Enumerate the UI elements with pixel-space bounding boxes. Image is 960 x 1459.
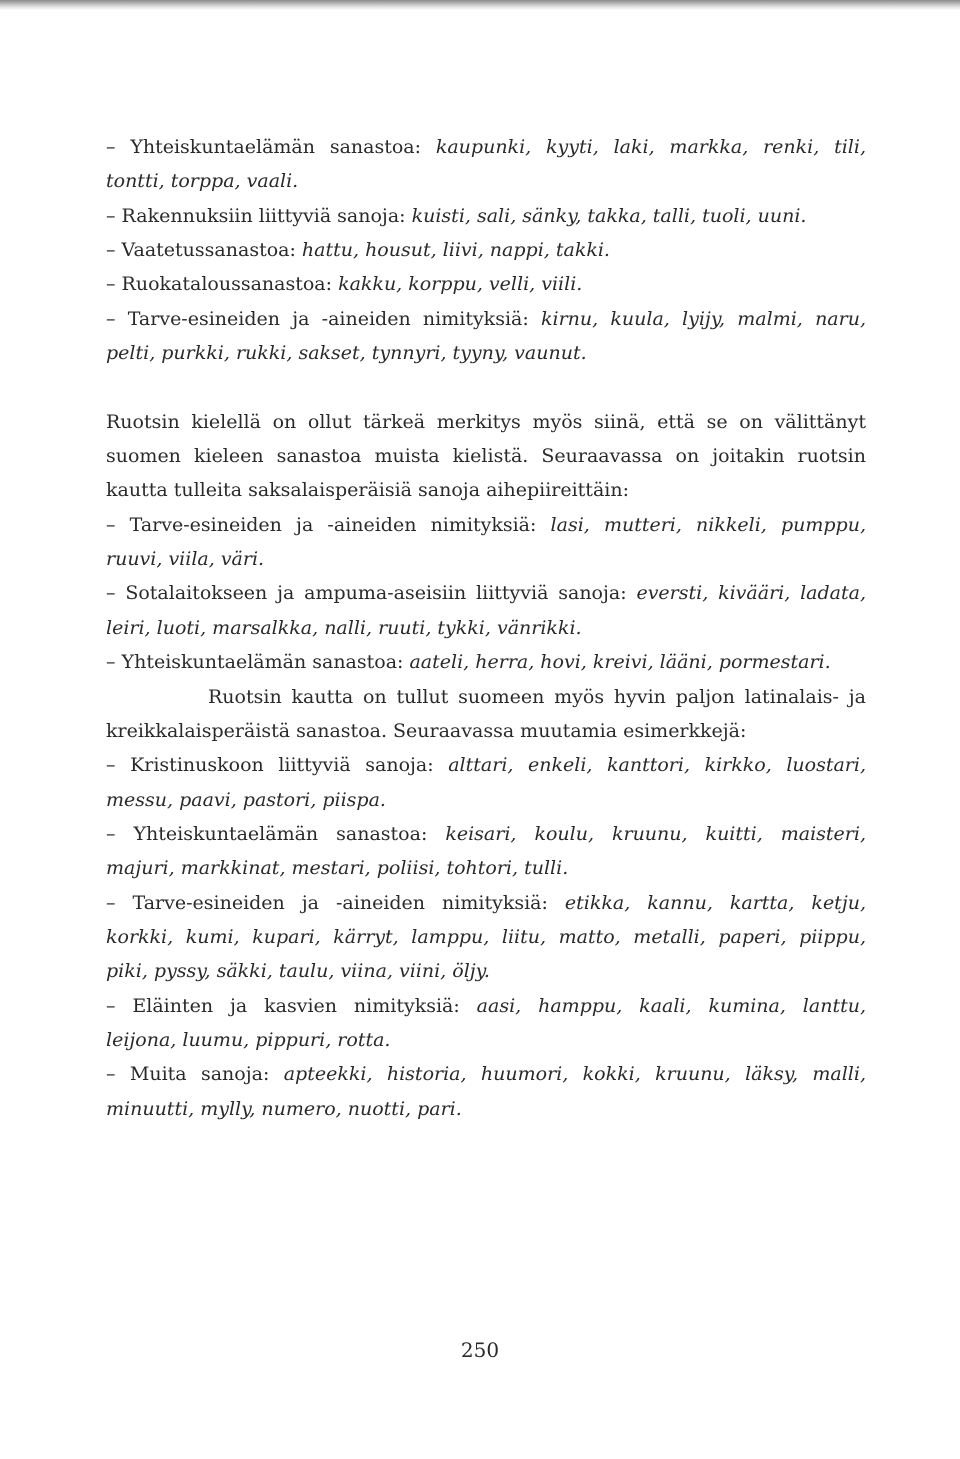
category-label: – Ruokataloussanastoa: bbox=[106, 273, 339, 296]
text-line bbox=[106, 714, 866, 748]
text-line bbox=[106, 439, 866, 473]
category-label: – Rakennuksiin liittyviä sanoja: bbox=[106, 204, 412, 227]
text-line bbox=[106, 680, 866, 714]
text-line bbox=[106, 611, 866, 645]
example-words: hattu, housut, liivi, nappi, takki. bbox=[301, 239, 610, 262]
text-line bbox=[106, 989, 866, 1023]
example-words: kuisti, sali, sänky, takka, talli, tuoli, uuni. bbox=[411, 204, 807, 227]
text-line bbox=[106, 783, 866, 817]
text-line bbox=[106, 473, 866, 507]
category-label: – Yhteiskuntaelämän sanastoa: bbox=[106, 651, 410, 674]
category-label: – Tarve-esineiden ja -aineiden nimityksiä: bbox=[106, 891, 565, 914]
text-line bbox=[106, 130, 866, 164]
category-label: Ruotsin kielellä on ollut tärkeä merkitys myös siinä, että se on välittänyt bbox=[106, 410, 866, 433]
category-label: Ruotsin kautta on tullut suomeen myös hyvin paljon latinalais- ja bbox=[208, 685, 866, 708]
category-label: – Tarve-esineiden ja -aineiden nimityksiä: bbox=[106, 513, 551, 536]
text-line bbox=[106, 164, 866, 198]
text-line bbox=[106, 199, 866, 233]
category-label: kautta tulleita saksalaisperäisiä sanoja aihepiireittäin: bbox=[106, 479, 629, 502]
text-line bbox=[106, 748, 866, 782]
text-line bbox=[106, 267, 866, 301]
example-words: piki, pyssy, säkki, taulu, viina, viini, öljy. bbox=[106, 960, 490, 983]
example-words: apteekki, historia, huumori, kokki, kruunu, läksy, malli, bbox=[283, 1063, 866, 1086]
example-words: kakku, korppu, velli, viili. bbox=[338, 273, 583, 296]
text-line bbox=[106, 954, 866, 988]
page-number: 250 bbox=[460, 1338, 500, 1362]
example-words: pelti, purkki, rukki, sakset, tynnyri, tyyny, vaunut. bbox=[106, 342, 587, 365]
scan-edge bbox=[0, 0, 960, 10]
example-words: leijona, luumu, pippuri, rotta. bbox=[106, 1028, 391, 1051]
example-words: aasi, hamppu, kaali, kumina, lanttu, bbox=[476, 994, 866, 1017]
example-words: korkki, kumi, kupari, kärryt, lamppu, liitu, matto, metalli, paperi, piippu, bbox=[106, 925, 866, 948]
category-label: suomen kieleen sanastoa muista kielistä. Seuraavassa on joitakin ruotsin bbox=[106, 445, 866, 468]
text-line bbox=[106, 405, 866, 439]
text-line bbox=[106, 886, 866, 920]
category-label: – Eläinten ja kasvien nimityksiä: bbox=[106, 994, 477, 1017]
example-words: keisari, koulu, kruunu, kuitti, maisteri, bbox=[445, 822, 867, 845]
paragraph-gap bbox=[106, 370, 866, 404]
text-line bbox=[106, 576, 866, 610]
text-line bbox=[106, 1092, 866, 1126]
text-line bbox=[106, 302, 866, 336]
text-line bbox=[106, 508, 866, 542]
category-label: kreikkalaisperäistä sanastoa. Seuraavassa muutamia esimerkkejä: bbox=[106, 719, 747, 742]
example-words: lasi, mutteri, nikkeli, pumppu, bbox=[550, 513, 866, 536]
example-words: ruuvi, viila, väri. bbox=[106, 548, 265, 571]
example-words: minuutti, mylly, numero, nuotti, pari. bbox=[106, 1097, 462, 1120]
category-label: – Yhteiskuntaelämän sanastoa: bbox=[106, 822, 446, 845]
example-words: eversti, kivääri, ladata, bbox=[636, 582, 866, 605]
category-label: – Kristinuskoon liittyviä sanoja: bbox=[106, 754, 449, 777]
category-label: – Muita sanoja: bbox=[106, 1063, 284, 1086]
example-words: alttari, enkeli, kanttori, kirkko, luostari, bbox=[448, 754, 867, 777]
text-line bbox=[106, 645, 866, 679]
category-label: – Yhteiskuntaelämän sanastoa: bbox=[106, 136, 436, 158]
example-words: tontti, torppa, vaali. bbox=[106, 170, 299, 193]
example-words: etikka, kannu, kartta, ketju, bbox=[564, 891, 866, 914]
category-label: – Sotalaitokseen ja ampuma-aseisiin liittyviä sanoja: bbox=[106, 582, 637, 605]
example-words: kaupunki, kyyti, laki, markka, renki, tili, bbox=[435, 136, 866, 158]
text-line bbox=[106, 233, 866, 267]
text-line bbox=[106, 817, 866, 851]
example-words: majuri, markkinat, mestari, poliisi, tohtori, tulli. bbox=[106, 857, 569, 880]
text-line bbox=[106, 1057, 866, 1091]
example-words: aateli, herra, hovi, kreivi, lääni, pormestari. bbox=[409, 651, 831, 674]
example-words: kirnu, kuula, lyijy, malmi, naru, bbox=[540, 307, 866, 330]
text-line bbox=[106, 542, 866, 576]
text-line bbox=[106, 851, 866, 885]
example-words: messu, paavi, pastori, piispa. bbox=[106, 788, 386, 811]
text-line bbox=[106, 920, 866, 954]
category-label: – Vaatetussanastoa: bbox=[106, 239, 302, 262]
text-line bbox=[106, 336, 866, 370]
page-body bbox=[106, 130, 866, 1126]
category-label: – Tarve-esineiden ja -aineiden nimityksiä: bbox=[106, 307, 541, 330]
example-words: leiri, luoti, marsalkka, nalli, ruuti, tykki, vänrikki. bbox=[106, 616, 582, 639]
text-line bbox=[106, 1023, 866, 1057]
